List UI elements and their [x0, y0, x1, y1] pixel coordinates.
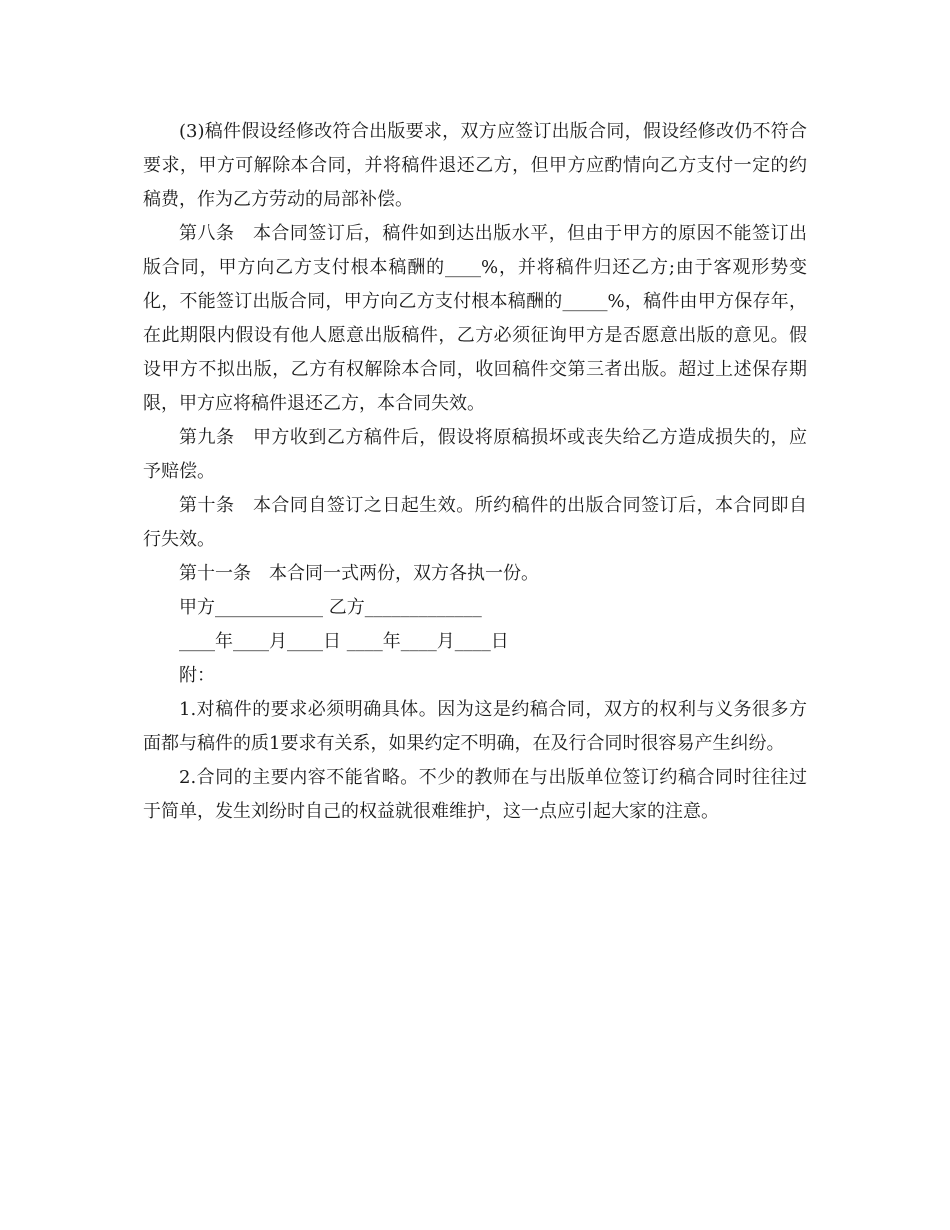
- document-body: [143, 115, 807, 829]
- appendix-label: 附：: [179, 665, 215, 686]
- paragraph-clause-8: 第八条 本合同签订后，稿件如到达出版水平，但由于甲方的原因不能签订出版合同，甲方向乙方支付根本稿酬的____%，并将稿件归还乙方;由于客观形势变化，不能签订出版合同，甲方向乙方支付根本稿酬的_____%，稿件由甲方保存年，在此期限内假设有他人愿意出版稿件，乙方必须征询甲方是否愿意出版的意见。假设甲方不拟出版，乙方有权解除本合同，收回稿件交第三者出版。超过上述保存期限，甲方应将稿件退还乙方，本合同失效。: [143, 223, 807, 414]
- appendix-note-1: 1.对稿件的要求必须明确具体。因为这是约稿合同，双方的权利与义务很多方面都与稿件的质1要求有关系，如果约定不明确，在及行合同时很容易产生纠纷。: [143, 699, 807, 754]
- appendix-note-2: 2.合同的主要内容不能省略。不少的教师在与出版单位签订约稿合同时往往过于简单，发生刘纷时自己的权益就很难维护，这一点应引起大家的注意。: [143, 767, 807, 822]
- date-line: ____年____月____日 ____年____月____日: [179, 631, 509, 652]
- paragraph-clause-11: 第十一条 本合同一式两份，双方各执一份。: [179, 563, 539, 584]
- paragraph-clause-9: 第九条 甲方收到乙方稿件后，假设将原稿损坏或丧失给乙方造成损失的，应予赔偿。: [143, 427, 807, 482]
- paragraph-clause-10: 第十条 本合同自签订之日起生效。所约稿件的出版合同签订后，本合同即自行失效。: [143, 495, 807, 550]
- signature-line: 甲方____________ 乙方_____________: [179, 597, 482, 618]
- paragraph-clause-7-3: (3)稿件假设经修改符合出版要求，双方应签订出版合同，假设经修改仍不符合要求，甲方可解除本合同，并将稿件退还乙方，但甲方应酌情向乙方支付一定的约稿费，作为乙方劳动的局部补偿。: [143, 121, 807, 210]
